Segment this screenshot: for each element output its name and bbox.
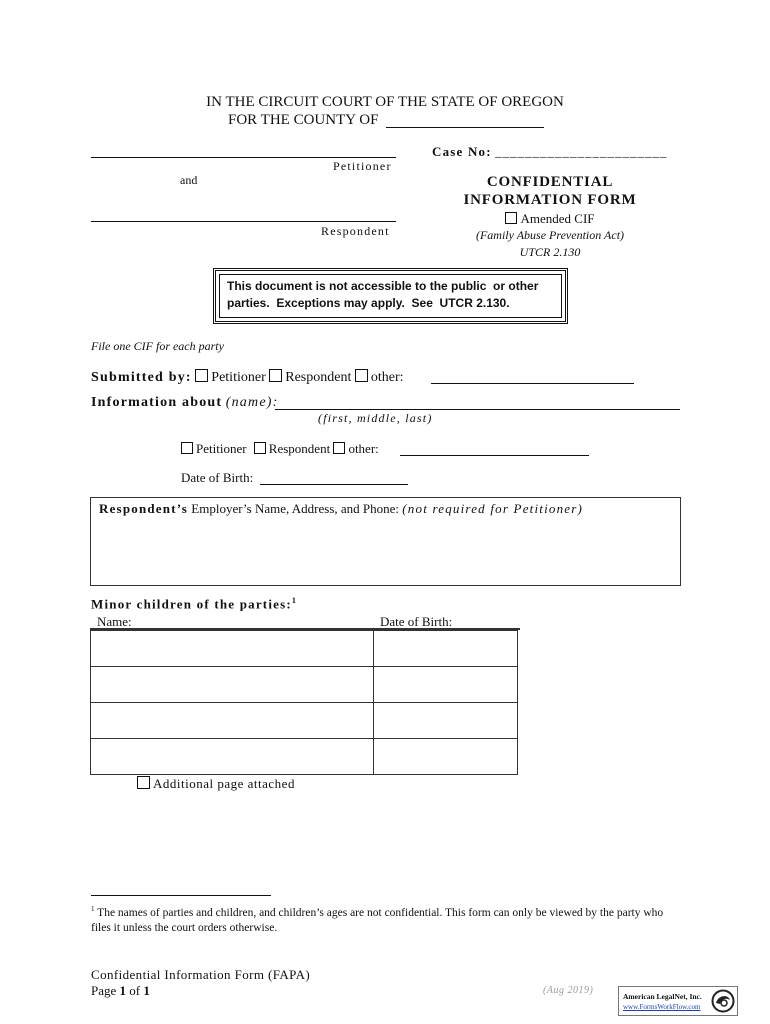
child-name-cell[interactable] [91, 703, 374, 739]
child-dob-cell[interactable] [374, 631, 518, 667]
info-other-field[interactable] [400, 455, 589, 456]
page-of: of [129, 983, 141, 998]
footnote-number: 1 [91, 905, 95, 913]
page-number: 1 [119, 983, 127, 998]
info-petitioner-checkbox[interactable] [181, 442, 193, 454]
dob-label: Date of Birth: [181, 470, 254, 485]
amended-cif[interactable] [440, 211, 660, 227]
information-about-row [91, 395, 278, 411]
footer-form-name: Confidential Information Form (FAPA) [91, 967, 311, 982]
children-table [90, 630, 518, 775]
employer-note: (not required for Petitioner) [402, 501, 584, 516]
case-no-label: Case No: [432, 144, 492, 159]
additional-page-checkbox[interactable] [137, 776, 150, 789]
case-no [432, 144, 668, 160]
children-heading-text: Minor children of the parties: [91, 596, 292, 612]
employer-label [99, 501, 583, 517]
form-title-line2: INFORMATION FORM [463, 192, 637, 208]
amended-label: Amended CIF [520, 211, 595, 226]
publisher-name: American LegalNet, Inc. [623, 992, 702, 1001]
table-row [91, 631, 518, 667]
petitioner-label: Petitioner [333, 159, 392, 173]
information-party-row [181, 441, 379, 457]
submitted-petitioner-checkbox[interactable] [195, 369, 208, 382]
page-total: 1 [143, 983, 150, 998]
table-row [91, 703, 518, 739]
respondent-label: Respondent [321, 224, 390, 238]
publisher-logo-icon [711, 989, 735, 1013]
child-dob-cell[interactable] [374, 703, 518, 739]
child-name-cell[interactable] [91, 631, 374, 667]
case-no-field[interactable]: _______________________ [495, 144, 668, 159]
petitioner-name-field[interactable] [91, 157, 396, 158]
footnote-rule [91, 895, 271, 896]
info-respondent-checkbox[interactable] [254, 442, 266, 454]
table-row [91, 739, 518, 775]
publisher-badge [618, 986, 738, 1016]
children-name-col: Name: [97, 614, 132, 629]
page-prefix: Page [91, 983, 117, 998]
children-heading [91, 596, 296, 612]
form-title-line1: CONFIDENTIAL [486, 174, 614, 190]
notice-text [227, 278, 538, 312]
county-label: FOR THE COUNTY OF [228, 112, 379, 128]
submitted-respondent-label: Respondent [285, 370, 352, 385]
act-label: (Family Abuse Prevention Act) [475, 228, 625, 242]
additional-page[interactable] [137, 776, 295, 792]
employer-label-rest: Employer’s Name, Address, and Phone: [191, 501, 400, 516]
rule-label: UTCR 2.130 [519, 245, 581, 259]
child-dob-cell[interactable] [374, 739, 518, 775]
children-dob-col: Date of Birth: [380, 614, 453, 629]
submitted-other-checkbox[interactable] [355, 369, 368, 382]
footer-page [91, 983, 150, 999]
submitted-other-label: other: [370, 370, 404, 385]
child-name-cell[interactable] [91, 667, 374, 703]
and-label: and [180, 173, 198, 187]
table-row [91, 667, 518, 703]
court-line: IN THE CIRCUIT COURT OF THE STATE OF OREGON [206, 94, 564, 110]
submitted-other-field[interactable] [431, 383, 634, 384]
dob-field[interactable] [260, 484, 408, 485]
footnote-text: The names of parties and children, and children’s ages are not confidential. This form can only be viewed by the party who files it unless the court orders otherwise. [91, 906, 664, 934]
notice-line2: parties. Exceptions may apply. See UTCR 2.130. [227, 296, 510, 310]
employer-label-bold: Respondent’s [99, 501, 189, 516]
info-other-checkbox[interactable] [333, 442, 345, 454]
instructions: File one CIF for each party [91, 339, 224, 353]
submitted-respondent-checkbox[interactable] [269, 369, 282, 382]
county-field[interactable] [386, 127, 544, 128]
amended-checkbox[interactable] [505, 212, 517, 224]
information-name-field[interactable] [275, 409, 680, 410]
children-footnote-ref: 1 [291, 596, 296, 605]
submitted-by-label: Submitted by: [91, 370, 192, 385]
confidential-notice [213, 268, 568, 324]
information-about-label: Information about [91, 395, 223, 410]
court-heading [0, 94, 770, 111]
name-hint: (name): [225, 395, 279, 410]
info-petitioner-label: Petitioner [196, 441, 247, 456]
form-title [440, 174, 660, 260]
info-other-label: other: [348, 441, 379, 456]
employer-box[interactable] [90, 497, 681, 586]
child-name-cell[interactable] [91, 739, 374, 775]
respondent-name-field[interactable] [91, 221, 396, 222]
footnote [91, 902, 671, 936]
submitted-petitioner-label: Petitioner [211, 370, 266, 385]
publisher-link[interactable]: www.FormsWorkFlow.com [623, 1003, 701, 1011]
notice-line1: This document is not accessible to the public or other [227, 279, 539, 293]
county-line [228, 112, 378, 129]
footer-revision: (Aug 2019) [543, 985, 594, 996]
child-dob-cell[interactable] [374, 667, 518, 703]
submitted-by-row [91, 369, 404, 386]
name-format: (first, middle, last) [318, 411, 433, 425]
additional-page-label: Additional page attached [153, 776, 295, 791]
info-respondent-label: Respondent [268, 441, 331, 456]
